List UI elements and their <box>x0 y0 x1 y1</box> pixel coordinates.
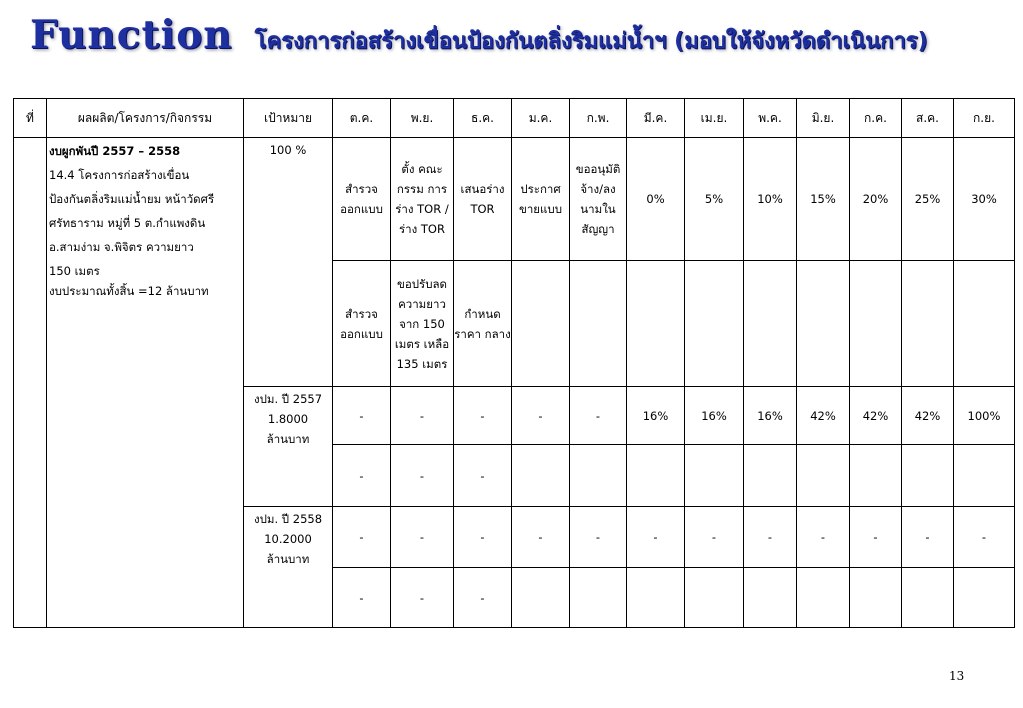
month-cell: - <box>512 507 570 568</box>
header-cell: พ.ค. <box>744 99 797 138</box>
month-cell <box>570 445 627 507</box>
target-cell: 100 % <box>244 138 333 387</box>
month-cell: - <box>744 507 797 568</box>
month-cell <box>797 261 850 387</box>
month-cell <box>850 445 902 507</box>
month-cell: - <box>512 387 570 445</box>
month-cell <box>850 261 902 387</box>
month-cell: สำรวจ ออกแบบ <box>333 261 391 387</box>
month-cell: - <box>454 387 512 445</box>
month-cell: - <box>391 387 454 445</box>
month-cell: - <box>797 507 850 568</box>
project-line: 150 เมตร <box>49 264 100 278</box>
month-cell <box>797 568 850 628</box>
page-number: 13 <box>949 669 965 683</box>
month-cell: 0% <box>627 138 685 261</box>
header-row <box>14 99 1015 138</box>
budget-label: งปม. ปี 2558 <box>253 512 323 526</box>
item-number-cell <box>14 138 47 628</box>
header-cell: มิ.ย. <box>797 99 850 138</box>
month-cell: - <box>570 507 627 568</box>
month-cell: 16% <box>685 387 744 445</box>
month-cell <box>744 261 797 387</box>
month-cell: - <box>333 445 391 507</box>
month-cell: 5% <box>685 138 744 261</box>
month-cell: ขออนุมัติ จ้าง/ลง นามใน สัญญา <box>570 138 627 261</box>
month-cell: - <box>570 387 627 445</box>
month-cell: - <box>902 507 954 568</box>
month-cell <box>954 445 1015 507</box>
month-cell <box>797 445 850 507</box>
month-cell: - <box>454 568 512 628</box>
month-cell: 16% <box>744 387 797 445</box>
month-cell <box>902 568 954 628</box>
month-cell: - <box>850 507 902 568</box>
month-cell: 20% <box>850 138 902 261</box>
month-cell <box>744 445 797 507</box>
project-line: ศรัทธาราม หมู่ที่ 5 ต.กำแพงดิน <box>49 216 206 230</box>
month-cell: - <box>333 507 391 568</box>
header-cell: ผลผลิต/โครงการ/กิจกรรม <box>47 99 244 138</box>
project-line: 14.4 โครงการก่อสร้างเขื่อน <box>49 168 190 182</box>
month-cell: ขอปรับลด ความยาว จาก 150 เมตร เหลือ 135 เมตร <box>391 261 454 387</box>
month-cell <box>850 568 902 628</box>
month-cell: 100% <box>954 387 1015 445</box>
month-cell <box>627 261 685 387</box>
month-cell <box>685 261 744 387</box>
month-cell <box>902 261 954 387</box>
month-cell: - <box>454 507 512 568</box>
month-cell: 42% <box>797 387 850 445</box>
header-cell: ต.ค. <box>333 99 391 138</box>
header-cell: ที่ <box>14 99 47 138</box>
month-cell: 42% <box>902 387 954 445</box>
header-cell: พ.ย. <box>391 99 454 138</box>
table-row <box>14 138 1015 261</box>
month-cell: กำหนด ราคา กลาง <box>454 261 512 387</box>
title-main: Function <box>30 12 233 58</box>
header-cell: ก.พ. <box>570 99 627 138</box>
project-description-cell <box>47 138 244 628</box>
title-subtitle: โครงการก่อสร้างเขื่อนป้องกันตลิ่งริมแม่น้ำฯ (มอบให้จังหวัดดำเนินการ) <box>254 29 928 54</box>
month-cell: - <box>333 387 391 445</box>
header-cell: ธ.ค. <box>454 99 512 138</box>
month-cell: 15% <box>797 138 850 261</box>
budget-label: งปม. ปี 2557 <box>253 392 323 406</box>
month-cell: ประกาศ ขายแบบ <box>512 138 570 261</box>
month-cell: - <box>391 507 454 568</box>
month-cell: 16% <box>627 387 685 445</box>
month-cell: - <box>627 507 685 568</box>
budget-2557-cell <box>244 387 333 507</box>
project-line: งบประมาณทั้งสิ้น =12 ล้านบาท <box>49 284 209 298</box>
header-cell: ก.ค. <box>850 99 902 138</box>
month-cell <box>570 568 627 628</box>
budget-amount: 10.2000 <box>264 532 312 546</box>
month-cell: - <box>391 445 454 507</box>
month-cell: - <box>391 568 454 628</box>
project-line: ป้องกันตลิ่งริมแม่น้ำยม หน้าวัดศรี <box>49 192 215 206</box>
month-cell <box>744 568 797 628</box>
header-cell: เป้าหมาย <box>244 99 333 138</box>
month-cell <box>570 261 627 387</box>
month-cell: 30% <box>954 138 1015 261</box>
month-cell <box>954 568 1015 628</box>
header-cell: ส.ค. <box>902 99 954 138</box>
month-cell: 25% <box>902 138 954 261</box>
month-cell <box>512 445 570 507</box>
project-heading: งบผูกพันปี 2557 – 2558 <box>49 144 181 158</box>
month-cell <box>627 445 685 507</box>
month-cell: - <box>333 568 391 628</box>
month-cell <box>512 261 570 387</box>
header-cell: เม.ย. <box>685 99 744 138</box>
budget-2558-cell <box>244 507 333 628</box>
month-cell: ตั้ง คณะกรรม การร่าง TOR /ร่าง TOR <box>391 138 454 261</box>
month-cell <box>627 568 685 628</box>
month-cell: สำรวจ ออกแบบ <box>333 138 391 261</box>
month-cell: - <box>954 507 1015 568</box>
month-cell <box>512 568 570 628</box>
budget-unit: ล้านบาท <box>266 432 310 446</box>
header-cell: ก.ย. <box>954 99 1015 138</box>
month-cell: เสนอร่าง TOR <box>454 138 512 261</box>
slide-title <box>30 12 928 64</box>
project-line: อ.สามง่าม จ.พิจิตร ความยาว <box>49 240 194 254</box>
month-cell <box>954 261 1015 387</box>
month-cell <box>685 445 744 507</box>
month-cell: 10% <box>744 138 797 261</box>
month-cell: - <box>454 445 512 507</box>
month-cell <box>902 445 954 507</box>
header-cell: มี.ค. <box>627 99 685 138</box>
month-cell: 42% <box>850 387 902 445</box>
month-cell <box>685 568 744 628</box>
budget-amount: 1.8000 <box>267 412 309 426</box>
month-cell: - <box>685 507 744 568</box>
budget-unit: ล้านบาท <box>266 552 310 566</box>
header-cell: ม.ค. <box>512 99 570 138</box>
schedule-table <box>13 98 1015 628</box>
